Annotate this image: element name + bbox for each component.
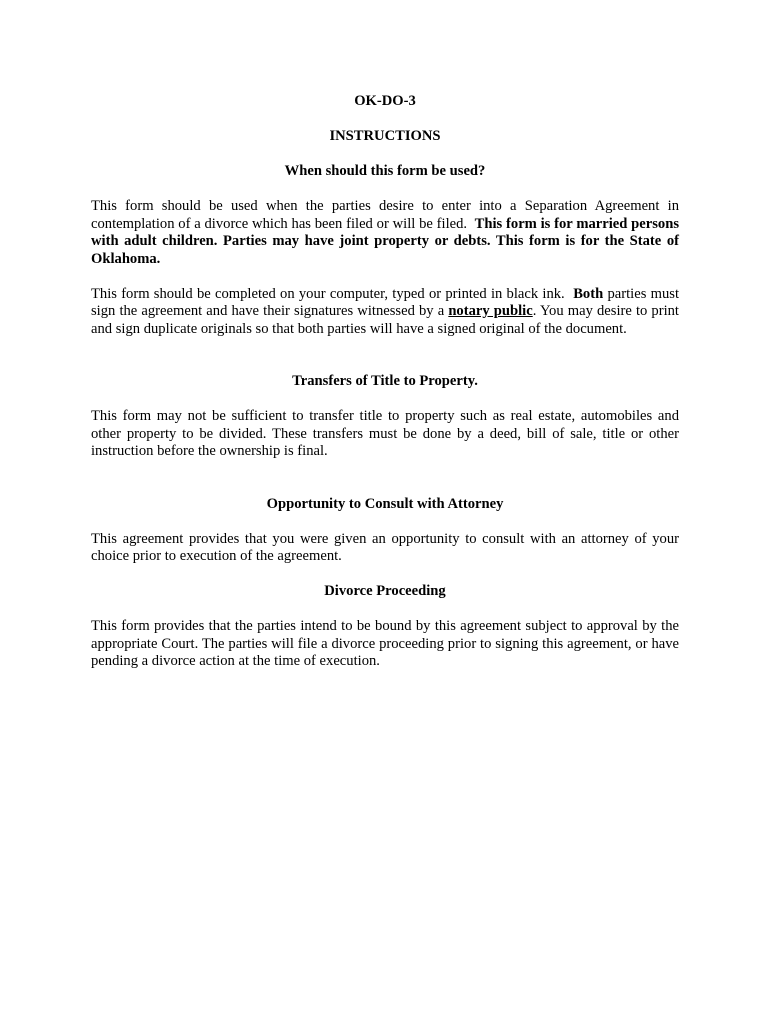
transfers-paragraph: This form may not be sufficient to transfer title to property such as real estate, automobiles and other property to be divided. These transfers must be done by a deed, bill of sale, title or other instruction before the ownership is final.	[91, 408, 679, 459]
divorce-paragraph: This form provides that the parties intend to be bound by this agreement subject to approval by the appropriate Court. The parties will file a divorce proceeding prior to signing this agreement, or have pending a divorce action at the time of execution.	[91, 618, 679, 669]
notary-public-term: notary public	[448, 303, 533, 319]
attorney-heading: Opportunity to Consult with Attorney	[266, 495, 504, 512]
when-used-paragraph-1	[91, 198, 679, 268]
divorce-heading: Divorce Proceeding	[324, 583, 446, 599]
completion-text: This form should be completed on your computer, typed or printed in black ink.	[91, 285, 565, 302]
both-bold: Both	[573, 285, 604, 302]
when-used-text: This form should be used when the parties desire to enter into a Separation Agreement in contemplation of a divorce which has been filed or will be filed.	[91, 198, 679, 232]
transfers-heading: Transfers of Title to Property.	[292, 373, 478, 389]
when-used-heading: When should this form be used?	[284, 163, 486, 179]
instructions-heading: INSTRUCTIONS	[329, 128, 441, 144]
signature-text: parties must sign the agreement and have their signatures witnessed by a	[91, 285, 679, 319]
document-page	[91, 93, 679, 671]
when-used-paragraph-2	[91, 286, 679, 339]
form-code: OK-DO-3	[354, 93, 416, 109]
attorney-paragraph: This agreement provides that you were given an opportunity to consult with an attorney of your choice prior to execution of the agreement.	[91, 530, 679, 564]
duplicate-originals-text: . You may desire to print and sign duplicate originals so that both parties will have a signed original of the document.	[91, 303, 679, 337]
when-used-bold-text: This form is for married persons with adult children. Parties may have joint property or debts. This form is for the State of Oklahoma.	[91, 215, 680, 267]
